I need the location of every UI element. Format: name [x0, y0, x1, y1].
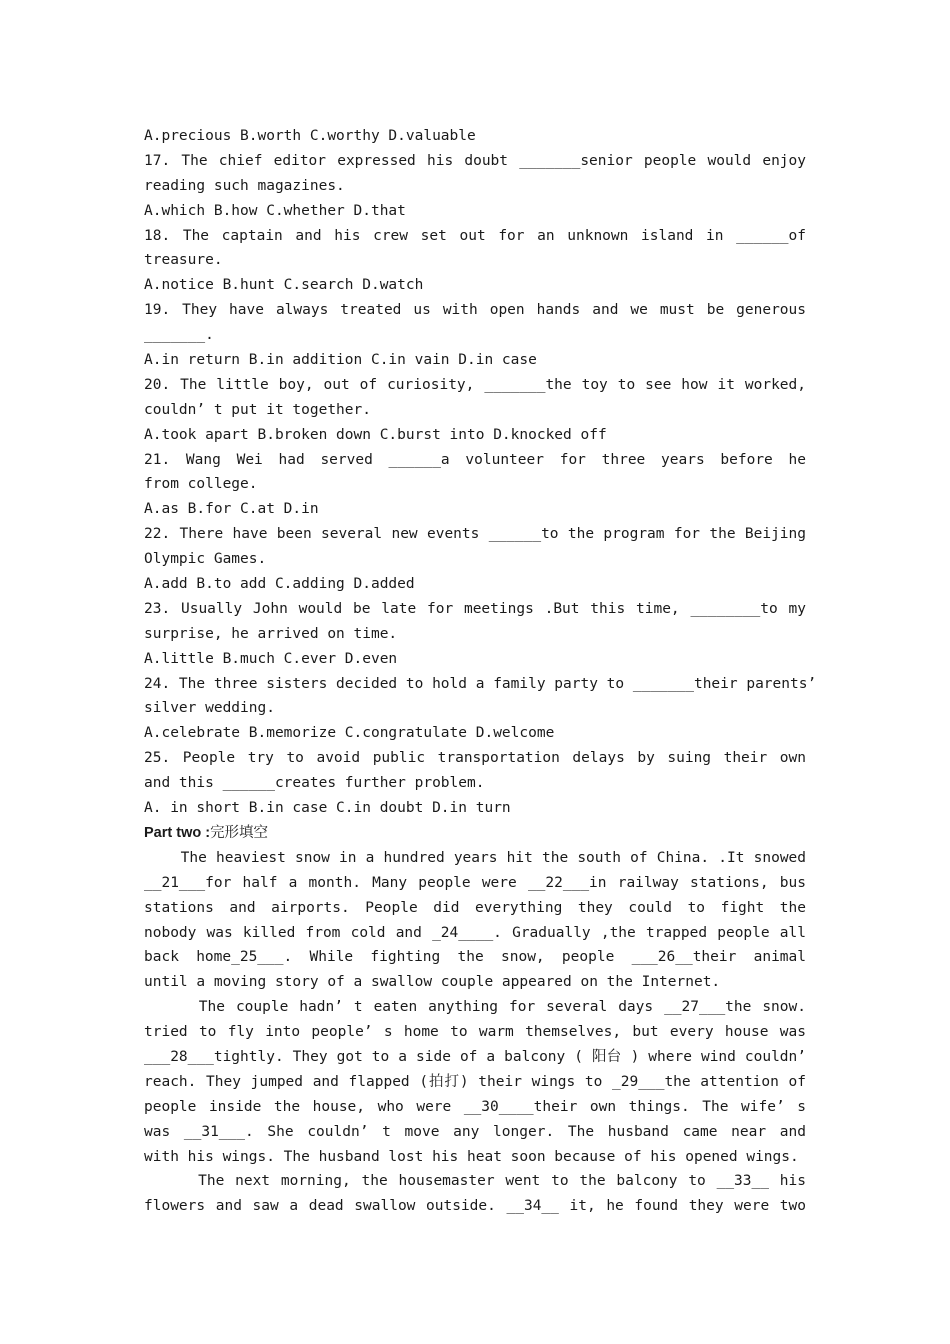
text-line: surprise, he arrived on time. — [144, 625, 398, 642]
passage-line: tried to fly into people’ s home to warm themselves, but every house was — [144, 1024, 806, 1041]
text-line: treasure. — [144, 252, 223, 269]
text-line: A.as B.for C.at D.in — [144, 501, 319, 518]
questions-block — [144, 124, 817, 821]
passage-line: was __31___. She couldn’ t move any longer. The husband came near and — [144, 1123, 806, 1140]
passage-line: until a moving story of a swallow couple appeared on the Internet. — [144, 974, 721, 991]
passage-line: flowers and saw a dead swallow outside. __34__ it, he found they were two — [144, 1198, 806, 1215]
text-line: _______. — [144, 327, 214, 344]
text-line: and this ______creates further problem. — [144, 775, 485, 792]
section-title: 完形填空 — [210, 824, 269, 841]
text-line: 20. The little boy, out of curiosity, _______the toy to see how it worked, — [144, 376, 806, 393]
section-label: Part two : — [144, 824, 211, 841]
text-line: Olympic Games. — [144, 551, 267, 568]
cloze-passage — [144, 846, 806, 1219]
text-line: A.add B.to add C.adding D.added — [144, 576, 415, 593]
section-heading — [144, 821, 806, 846]
text-line: silver wedding. — [144, 700, 275, 717]
passage-line: The next morning, the housemaster went to the balcony to __33__ his — [144, 1173, 806, 1190]
passage-line: The heaviest snow in a hundred years hit the south of China. .It snowed — [144, 849, 806, 866]
text-line: couldn’ t put it together. — [144, 401, 371, 418]
text-line: 17. The chief editor expressed his doubt _______senior people would enjoy — [144, 152, 806, 169]
text-line: A.precious B.worth C.worthy D.valuable — [144, 128, 476, 144]
passage-line: ___28___tightly. They got to a side of a balcony ( 阳台 ) where wind couldn’ — [144, 1048, 806, 1065]
passage-line: people inside the house, who were __30____their own things. The wife’ s — [144, 1098, 806, 1115]
text-line: reading such magazines. — [144, 177, 345, 194]
text-line: 24. The three sisters decided to hold a family party to _______their parents’ — [144, 675, 817, 692]
text-line: from college. — [144, 476, 258, 493]
text-line: 22. There have been several new events ______to the program for the Beijing — [144, 526, 806, 543]
document-page — [144, 124, 817, 1219]
text-line: A.in return B.in addition C.in vain D.in case — [144, 352, 537, 369]
text-line: A.celebrate B.memorize C.congratulate D.welcome — [144, 725, 555, 742]
passage-line: stations and airports. People did everything they could to fight the — [144, 899, 806, 916]
text-line: 19. They have always treated us with open hands and we must be generous — [144, 302, 806, 319]
passage-line: nobody was killed from cold and _24____. Gradually ,the trapped people all — [144, 924, 806, 941]
text-line: A.which B.how C.whether D.that — [144, 202, 406, 219]
passage-line: reach. They jumped and flapped (拍打) their wings to _29___the attention of — [144, 1073, 806, 1090]
passage-line: back home_25___. While fighting the snow, people ___26__their animal — [144, 949, 806, 966]
text-line: 18. The captain and his crew set out for an unknown island in ______of — [144, 227, 806, 244]
passage-line: __21___for half a month. Many people were __22___in railway stations, bus — [144, 874, 806, 891]
passage-line: The couple hadn’ t eaten anything for several days __27___the snow. — [198, 999, 806, 1016]
text-line: A.took apart B.broken down C.burst into D.knocked off — [144, 426, 607, 443]
text-line: A. in short B.in case C.in doubt D.in turn — [144, 800, 511, 817]
passage-line: with his wings. The husband lost his heat soon because of his opened wings. — [144, 1148, 799, 1165]
text-line: A.little B.much C.ever D.even — [144, 650, 398, 667]
text-line: 23. Usually John would be late for meetings .But this time, ________to my — [144, 600, 806, 617]
text-line: 21. Wang Wei had served ______a volunteer for three years before he — [144, 451, 806, 468]
text-line: 25. People try to avoid public transportation delays by suing their own — [144, 750, 806, 767]
text-line: A.notice B.hunt C.search D.watch — [144, 277, 424, 294]
